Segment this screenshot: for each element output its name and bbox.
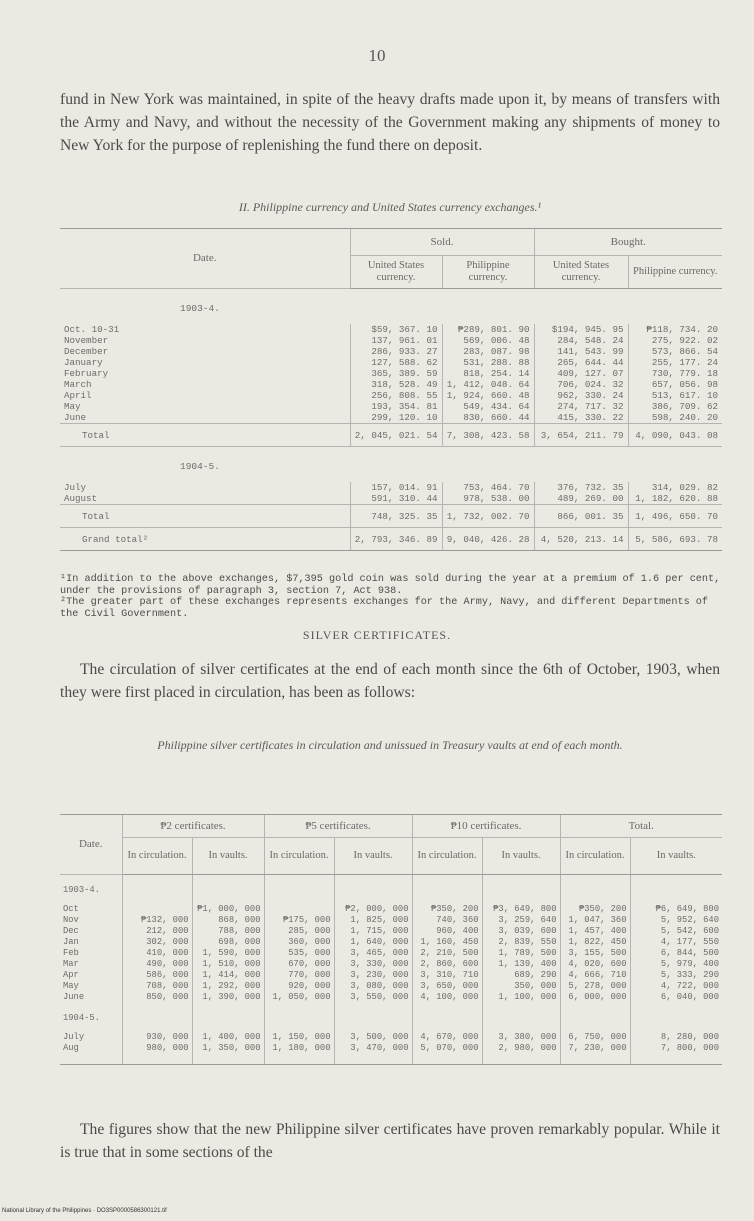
row-label: May xyxy=(64,401,81,412)
table1-total-row-1: Total 2, 045, 021. 54 7, 308, 423. 58 3, 654, 211. 79 4, 090, 043. 08 xyxy=(60,424,722,447)
row-label: May xyxy=(63,981,79,991)
year-label: 1903-4. xyxy=(180,303,220,314)
table-cell: 285, 000 xyxy=(264,926,334,937)
table-cell: 415, 330. 22 xyxy=(534,412,628,424)
empty-cell xyxy=(630,875,722,905)
table-cell: 753, 464. 70 xyxy=(442,482,534,493)
table-cell: 1, 412, 048. 64 xyxy=(442,379,534,390)
table-cell: 730, 779. 18 xyxy=(628,368,722,379)
table-cell: 314, 029. 82 xyxy=(628,482,722,493)
bought-us-header: United States currency. xyxy=(534,256,628,289)
row-label: Aug xyxy=(60,1043,122,1065)
table-cell: 5, 979, 400 xyxy=(630,959,722,970)
table-cell: 212, 000 xyxy=(122,926,192,937)
table-row xyxy=(60,412,722,424)
table-cell: 360, 000 xyxy=(264,937,334,948)
table-cell: 598, 240. 20 xyxy=(628,412,722,424)
row-label: Jan xyxy=(63,937,79,947)
table-row xyxy=(60,970,722,981)
footnote-1: ¹In addition to the above exchanges, $7,395 gold coin was sold during the year at a premium of 1.6 per cent, under the provisions of paragraph 3, section 7, Act 938. xyxy=(60,574,721,597)
p5-header: ₱5 certificates. xyxy=(264,815,412,838)
table-cell: 489, 269. 00 xyxy=(534,493,628,505)
table-cell: 141, 543. 99 xyxy=(534,346,628,357)
table-cell xyxy=(264,904,334,915)
table-cell: 920, 000 xyxy=(264,981,334,992)
table-cell: 2, 980, 000 xyxy=(482,1043,560,1065)
table-cell: 962, 330. 24 xyxy=(534,390,628,401)
table-cell: 1, 292, 000 xyxy=(192,981,264,992)
table-cell: 256, 808. 55 xyxy=(350,390,442,401)
paragraph-bottom: The figures show that the new Philippine silver certificates have proven remarkably popular. While it is true that in some sections of the xyxy=(60,1121,720,1161)
exchanges-table xyxy=(60,228,722,551)
table-cell: 1, 390, 000 xyxy=(192,992,264,1003)
table-row xyxy=(60,368,722,379)
empty-cell xyxy=(482,875,560,905)
table2-year-row-1 xyxy=(60,875,722,905)
table-cell: 5, 333, 290 xyxy=(630,970,722,981)
table1-year-row-2 xyxy=(60,447,722,483)
page-number: 10 xyxy=(368,46,386,65)
table-cell: 4, 020, 600 xyxy=(560,959,630,970)
table-cell: 1, 715, 000 xyxy=(334,926,412,937)
row-label: December xyxy=(64,346,109,357)
empty-cell xyxy=(122,875,192,905)
table-cell: 698, 000 xyxy=(192,937,264,948)
table-cell: 409, 127. 07 xyxy=(534,368,628,379)
table-cell: 3, 310, 710 xyxy=(412,970,482,981)
table-cell: ₱118, 734. 20 xyxy=(628,324,722,335)
empty-cell xyxy=(122,1003,192,1032)
table-cell: 531, 288. 88 xyxy=(442,357,534,368)
table-cell: 7, 230, 000 xyxy=(560,1043,630,1065)
table-row xyxy=(60,959,722,970)
table-cell: 137, 961. 01 xyxy=(350,335,442,346)
bought-ph-header: Philippine currency. xyxy=(628,256,722,289)
empty-cell xyxy=(560,1003,630,1032)
p5-circ-header: In circulation. xyxy=(264,838,334,875)
table-cell: 850, 000 xyxy=(122,992,192,1003)
table-cell: 3, 465, 000 xyxy=(334,948,412,959)
table-cell: 7, 800, 000 xyxy=(630,1043,722,1065)
table-cell: 868, 000 xyxy=(192,915,264,926)
table-cell: 365, 389. 59 xyxy=(350,368,442,379)
table-row xyxy=(60,357,722,368)
paragraph-top: fund in New York was maintained, in spite of the heavy drafts made upon it, by means of transfers with the Army and Navy, and without the necessity of the Government making any shipments of money to New York for the purpose of replenishing the fund there on deposit. xyxy=(60,91,720,154)
total-circ-header: In circulation. xyxy=(560,838,630,875)
table2-caption: Philippine silver certificates in circulation and unissued in Treasury vaults at end of each month. xyxy=(157,738,623,752)
table-cell: 513, 617. 10 xyxy=(628,390,722,401)
table-cell: 1, 150, 000 xyxy=(264,1032,334,1043)
p2-vault-header: In vaults. xyxy=(192,838,264,875)
table-cell: 274, 717. 32 xyxy=(534,401,628,412)
table-cell: 1, 414, 000 xyxy=(192,970,264,981)
table-cell: 193, 354. 81 xyxy=(350,401,442,412)
table-cell: ₱132, 000 xyxy=(122,915,192,926)
year-label: 1904-5. xyxy=(180,461,220,472)
empty-cell xyxy=(334,1003,412,1032)
table-cell: 1, 350, 000 xyxy=(192,1043,264,1065)
table-cell: ₱3, 649, 800 xyxy=(482,904,560,915)
table-cell: 960, 400 xyxy=(412,926,482,937)
table-cell: ₱289, 801. 90 xyxy=(442,324,534,335)
empty-cell xyxy=(264,1003,334,1032)
row-label: July xyxy=(63,1032,85,1042)
sold-us-header: United States currency. xyxy=(350,256,442,289)
row-label: Mar xyxy=(63,959,79,969)
empty-cell xyxy=(264,875,334,905)
empty-cell xyxy=(560,875,630,905)
table-cell: 8, 280, 000 xyxy=(630,1032,722,1043)
table-cell: 1, 822, 450 xyxy=(560,937,630,948)
bought-header: Bought. xyxy=(534,229,722,256)
table-cell: 1, 924, 660. 48 xyxy=(442,390,534,401)
total-vault-header: In vaults. xyxy=(630,838,722,875)
table-cell: 818, 254. 14 xyxy=(442,368,534,379)
table-cell: 770, 000 xyxy=(264,970,334,981)
table-cell: 4, 100, 000 xyxy=(412,992,482,1003)
row-label: January xyxy=(64,357,103,368)
table-row xyxy=(60,335,722,346)
table1-caption: II. Philippine currency and United States currency exchanges.¹ xyxy=(238,200,542,214)
table-cell: 689, 290 xyxy=(482,970,560,981)
table-cell: 706, 024. 32 xyxy=(534,379,628,390)
table-row xyxy=(60,379,722,390)
table-row xyxy=(60,493,722,505)
table1-total-row-2: Total 748, 325. 35 1, 732, 002. 70 866, 001. 35 1, 496, 650. 70 xyxy=(60,505,722,528)
table-row xyxy=(60,401,722,412)
table-cell: 490, 000 xyxy=(122,959,192,970)
table-row xyxy=(60,390,722,401)
empty-cell xyxy=(412,875,482,905)
table-cell: 1, 100, 000 xyxy=(482,992,560,1003)
row-label: June xyxy=(64,412,87,423)
table-row xyxy=(60,992,722,1003)
sold-header: Sold. xyxy=(350,229,534,256)
footnote-2: ²The greater part of these exchanges represents exchanges for the Army, Navy, and different Departments of the Civil Government. xyxy=(60,597,709,620)
table-row xyxy=(60,915,722,926)
table-cell: 1, 457, 400 xyxy=(560,926,630,937)
table1-year-row-1 xyxy=(60,289,722,325)
table-cell: 930, 000 xyxy=(122,1032,192,1043)
table-cell: 376, 732. 35 xyxy=(534,482,628,493)
table-row xyxy=(60,937,722,948)
table-cell: 1, 510, 000 xyxy=(192,959,264,970)
table-cell: 410, 000 xyxy=(122,948,192,959)
empty-cell xyxy=(192,1003,264,1032)
table-cell: 586, 000 xyxy=(122,970,192,981)
table-cell: 740, 360 xyxy=(412,915,482,926)
table-cell: 6, 000, 000 xyxy=(560,992,630,1003)
row-label: March xyxy=(64,379,92,390)
table-row xyxy=(60,1043,722,1065)
table-row xyxy=(60,1032,722,1043)
table-cell: 3, 500, 000 xyxy=(334,1032,412,1043)
table-cell: 2, 839, 550 xyxy=(482,937,560,948)
table-cell: 283, 087. 98 xyxy=(442,346,534,357)
table-cell: $59, 367. 10 xyxy=(350,324,442,335)
empty-cell xyxy=(192,875,264,905)
table-cell: 3, 039, 600 xyxy=(482,926,560,937)
table-cell: 3, 330, 000 xyxy=(334,959,412,970)
scan-footer: National Library of the Philippines · DO3SP0000586300121.tif xyxy=(2,1208,167,1214)
table-row xyxy=(60,324,722,335)
table-cell: 535, 000 xyxy=(264,948,334,959)
p10-circ-header: In circulation. xyxy=(412,838,482,875)
table-cell: 386, 709. 62 xyxy=(628,401,722,412)
table-cell: 284, 548. 24 xyxy=(534,335,628,346)
table-cell: 569, 006. 48 xyxy=(442,335,534,346)
table-cell: 255, 177. 24 xyxy=(628,357,722,368)
table-cell: 591, 310. 44 xyxy=(350,493,442,505)
table-cell: 657, 056. 98 xyxy=(628,379,722,390)
row-label: February xyxy=(64,368,109,379)
silver-certificates-table xyxy=(60,814,722,1065)
table-cell: 1, 825, 000 xyxy=(334,915,412,926)
row-label: Oct xyxy=(63,904,79,914)
table-cell: 2, 210, 500 xyxy=(412,948,482,959)
table-cell: 5, 278, 000 xyxy=(560,981,630,992)
table-cell: 1, 047, 360 xyxy=(560,915,630,926)
table-cell: 3, 080, 000 xyxy=(334,981,412,992)
table-cell: 350, 000 xyxy=(482,981,560,992)
table-cell: 4, 666, 710 xyxy=(560,970,630,981)
table-cell: 978, 538. 00 xyxy=(442,493,534,505)
row-label: Nov xyxy=(63,915,79,925)
row-label: July xyxy=(64,482,87,493)
table-row xyxy=(60,926,722,937)
empty-cell xyxy=(334,875,412,905)
table-cell: 299, 120. 10 xyxy=(350,412,442,424)
total-header: Total. xyxy=(560,815,722,838)
date-header: Date. xyxy=(60,229,350,289)
table-cell: 3, 259, 640 xyxy=(482,915,560,926)
table-cell xyxy=(122,904,192,915)
row-label: Dec xyxy=(63,926,79,936)
row-label: Oct. 10-31 xyxy=(64,324,120,335)
p10-vault-header: In vaults. xyxy=(482,838,560,875)
table-cell: 3, 650, 000 xyxy=(412,981,482,992)
table-cell: ₱350, 200 xyxy=(412,904,482,915)
table-cell: 4, 177, 550 xyxy=(630,937,722,948)
table-row xyxy=(60,981,722,992)
row-label: June xyxy=(63,992,85,1002)
table-cell: 318, 528. 49 xyxy=(350,379,442,390)
p2-header: ₱2 certificates. xyxy=(122,815,264,838)
table-cell: $194, 945. 95 xyxy=(534,324,628,335)
table-cell: 3, 155, 500 xyxy=(560,948,630,959)
p2-circ-header: In circulation. xyxy=(122,838,192,875)
row-label: Feb xyxy=(63,948,79,958)
table-cell: 830, 660. 44 xyxy=(442,412,534,424)
table-cell: 3, 550, 000 xyxy=(334,992,412,1003)
year-label: 1903-4. xyxy=(63,885,100,895)
table-cell: 549, 434. 64 xyxy=(442,401,534,412)
table-row xyxy=(60,904,722,915)
table-cell: 302, 000 xyxy=(122,937,192,948)
empty-cell xyxy=(482,1003,560,1032)
row-label: April xyxy=(64,390,92,401)
table-cell: 127, 588. 62 xyxy=(350,357,442,368)
row-label: Apr xyxy=(63,970,79,980)
table-cell: 157, 014. 91 xyxy=(350,482,442,493)
table-cell: 1, 180, 000 xyxy=(264,1043,334,1065)
table-cell: ₱350, 200 xyxy=(560,904,630,915)
table-row xyxy=(60,346,722,357)
table-cell: 5, 952, 640 xyxy=(630,915,722,926)
paragraph-mid: The circulation of silver certificates at the end of each month since the 6th of October, 1903, when they were first placed in circulation, has been as follows: xyxy=(60,661,720,701)
table-cell: 5, 070, 000 xyxy=(412,1043,482,1065)
table-cell: 573, 866. 54 xyxy=(628,346,722,357)
table-cell: 1, 400, 000 xyxy=(192,1032,264,1043)
footnotes xyxy=(60,574,722,620)
table2-year-row-2 xyxy=(60,1003,722,1032)
table-row xyxy=(60,482,722,493)
table-cell: 1, 640, 000 xyxy=(334,937,412,948)
table1-grand-total-row: Grand total² 2, 793, 346. 89 9, 040, 426. 28 4, 520, 213. 14 5, 586, 693. 78 xyxy=(60,528,722,551)
row-label: August xyxy=(64,493,98,504)
table-cell: 3, 470, 000 xyxy=(334,1043,412,1065)
t2-date-header: Date. xyxy=(60,815,122,875)
empty-cell xyxy=(412,1003,482,1032)
table-cell: 1, 139, 400 xyxy=(482,959,560,970)
table-cell: 1, 160, 450 xyxy=(412,937,482,948)
table-cell: 5, 542, 600 xyxy=(630,926,722,937)
table-cell: ₱2, 000, 000 xyxy=(334,904,412,915)
table-cell: 1, 590, 000 xyxy=(192,948,264,959)
table-cell: 1, 789, 500 xyxy=(482,948,560,959)
table-row xyxy=(60,948,722,959)
table-cell: 265, 644. 44 xyxy=(534,357,628,368)
table-cell: ₱175, 000 xyxy=(264,915,334,926)
table-cell: 3, 380, 000 xyxy=(482,1032,560,1043)
table-cell: 3, 230, 000 xyxy=(334,970,412,981)
table-cell: 788, 000 xyxy=(192,926,264,937)
section-heading: SILVER CERTIFICATES. xyxy=(302,628,452,642)
row-label: November xyxy=(64,335,109,346)
table-cell: 1, 050, 000 xyxy=(264,992,334,1003)
p10-header: ₱10 certificates. xyxy=(412,815,560,838)
table-cell: 275, 922. 02 xyxy=(628,335,722,346)
table-cell: 6, 750, 000 xyxy=(560,1032,630,1043)
table-cell: 6, 040, 000 xyxy=(630,992,722,1003)
table-cell: 4, 670, 000 xyxy=(412,1032,482,1043)
empty-cell xyxy=(630,1003,722,1032)
table-cell: 708, 000 xyxy=(122,981,192,992)
table-cell: ₱1, 000, 000 xyxy=(192,904,264,915)
p5-vault-header: In vaults. xyxy=(334,838,412,875)
table-cell: 4, 722, 000 xyxy=(630,981,722,992)
sold-ph-header: Philippine currency. xyxy=(442,256,534,289)
table-cell: ₱6, 649, 800 xyxy=(630,904,722,915)
table-cell: 286, 933. 27 xyxy=(350,346,442,357)
table-cell: 980, 000 xyxy=(122,1043,192,1065)
table-cell: 1, 182, 620. 88 xyxy=(628,493,722,505)
table-cell: 670, 000 xyxy=(264,959,334,970)
year-label: 1904-5. xyxy=(63,1013,100,1023)
table-cell: 2, 860, 600 xyxy=(412,959,482,970)
table-cell: 6, 844, 500 xyxy=(630,948,722,959)
